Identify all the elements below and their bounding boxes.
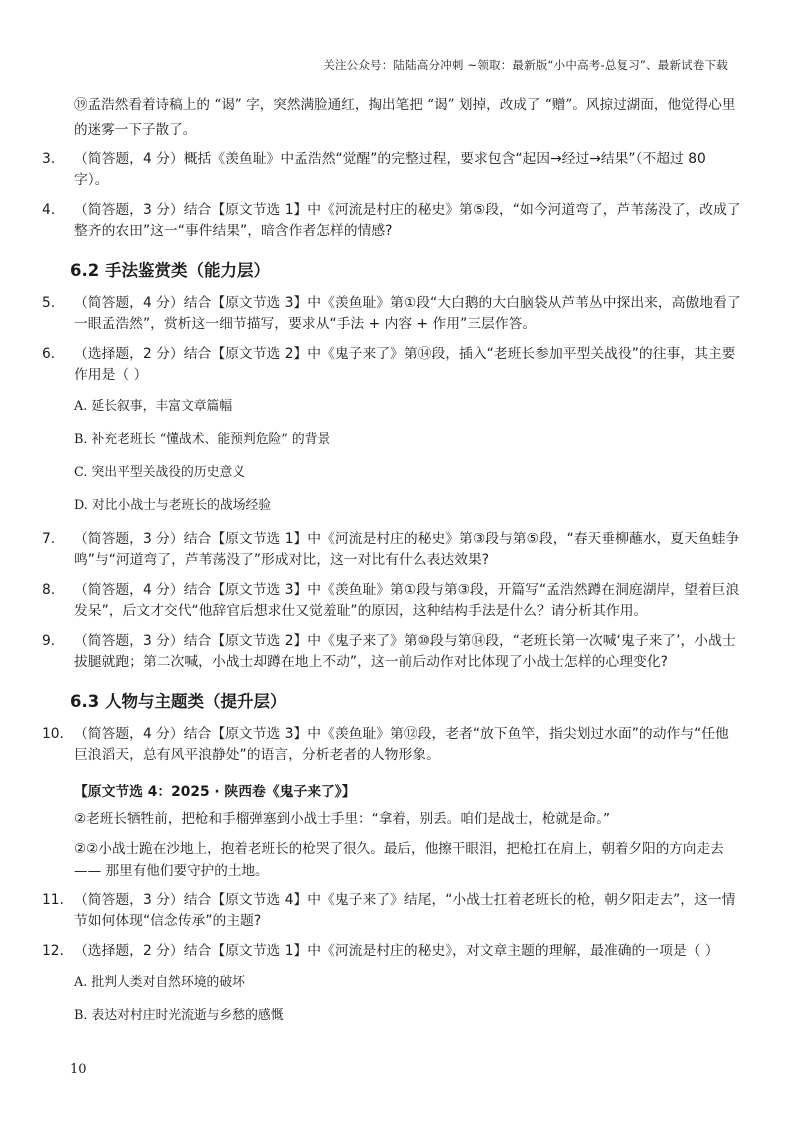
- question-6: [42, 344, 742, 386]
- question-number: 7.: [42, 531, 56, 547]
- option-d: D. 对比小战士与老班长的战场经验: [74, 498, 272, 513]
- option-c: C. 突出平型关战役的历史意义: [74, 465, 246, 480]
- question-number: 11.: [42, 892, 64, 908]
- excerpt-4-paragraph-2: ②②小战士跪在沙地上，抱着老班长的枪哭了很久。最后，他擦干眼泪，把枪扛在肩上，朝着夕阳的方向走去 —— 那里有他们要守护的土地。: [74, 841, 724, 879]
- page-number: 10: [70, 1062, 87, 1077]
- question-9: [42, 631, 742, 673]
- option-a: A. 批判人类对自然环境的破坏: [74, 975, 245, 990]
- question-11: [42, 890, 742, 932]
- section-heading-6-3: 6.3 人物与主题类（提升层）: [70, 692, 287, 711]
- question-text: （简答题，3 分）结合【原文节选 1】中《河流是村庄的秘史》第③段与第⑤段，“春天垂柳蘸水，夏天鱼蛙争鸣”与“河道弯了，芦苇荡没了”形成对比，这一对比有什么表达效果?: [74, 531, 740, 568]
- question-number: 8.: [42, 582, 56, 598]
- question-number: 9.: [42, 633, 56, 649]
- question-number: 4.: [42, 202, 56, 218]
- question-4: [42, 200, 742, 242]
- question-6-options: [42, 395, 742, 517]
- question-8: [42, 580, 742, 622]
- question-text: （选择题，2 分）结合【原文节选 2】中《鬼子来了》第⑭段，插入“老班长参加平型关战役”的往事，其主要作用是（ ）: [74, 346, 736, 383]
- question-7: [42, 529, 742, 571]
- question-text: （简答题，3 分）结合【原文节选 4】中《鬼子来了》结尾，“小战士扛着老班长的枪，朝夕阳走去”，这一情节如何体现“信念传承”的主题?: [74, 892, 736, 929]
- question-10: [42, 724, 742, 766]
- page-content: [42, 93, 742, 1039]
- question-3: [42, 149, 742, 191]
- option-b: B. 补充老班长 “懂战术、能预判危险” 的背景: [74, 432, 331, 447]
- question-12: [42, 941, 742, 962]
- excerpt-4-paragraph-1: ②老班长牺牲前，把枪和手榴弹塞到小战士手里：“拿着，别丢。咱们是战士，枪就是命。”: [74, 811, 611, 827]
- option-a: A. 延长叙事，丰富文章篇幅: [74, 399, 233, 414]
- page-header: 关注公众号：陆陆高分冲刺 ~领取：最新版“小中高考-总复习”、最新试卷下载: [323, 58, 728, 72]
- question-number: 3.: [42, 151, 56, 167]
- question-12-options: [42, 971, 742, 1027]
- question-number: 12.: [42, 943, 64, 959]
- question-number: 6.: [42, 346, 56, 362]
- question-text: （简答题，4 分）结合【原文节选 3】中《羡鱼耻》第⑫段，老者“放下鱼竿，指尖划过水面”的动作与“任他巨浪滔天，总有风平浪静处”的语言，分析老者的人物形象。: [74, 726, 729, 763]
- question-number: 10.: [42, 726, 64, 742]
- question-text: （简答题，3 分）结合【原文节选 1】中《河流是村庄的秘史》第⑤段，“如今河道弯了，芦苇荡没了，改成了整齐的农田”这一“事件结果”，暗含作者怎样的情感?: [74, 202, 741, 239]
- excerpt-fragment: ⑲孟浩然看着诗稿上的 “谒” 字，突然满脸通红，掏出笔把 “谒” 划掉，改成了 “赠”。风掠过湖面，他觉得心里的迷雾一下子散了。: [74, 97, 736, 138]
- question-text: （简答题，3 分）结合【原文节选 2】中《鬼子来了》第⑩段与第⑭段，“老班长第一次喊‘鬼子来了’，小战士拔腿就跑；第二次喊，小战士却蹲在地上不动”，这一前后动作对比体现了小战士怎样的心理变化?: [74, 633, 736, 670]
- excerpt-4-title: 【原文节选 4：2025 · 陕西卷《鬼子来了》】: [74, 784, 356, 800]
- question-text: （选择题，2 分）结合【原文节选 1】中《河流是村庄的秘史》，对文章主题的理解，最准确的一项是（ ）: [74, 943, 719, 959]
- question-text: （简答题，4 分）结合【原文节选 3】中《羡鱼耻》第①段与第③段，开篇写“孟浩然蹲在洞庭湖岸，望着巨浪发呆”，后文才交代“他辞官后想求仕又觉羞耻”的原因，这种结构手法是什么？请分析其作用。: [74, 582, 740, 619]
- question-text: （简答题，4 分）结合【原文节选 3】中《羡鱼耻》第①段“大白鹅的大白脑袋从芦苇丛中探出来，高傲地看了一眼孟浩然”，赏析这一细节描写，要求从“手法 + 内容 + 作用”三层作答。: [74, 295, 741, 332]
- question-text: （简答题，4 分）概括《羡鱼耻》中孟浩然“觉醒”的完整过程，要求包含“起因→经过→结果”（不超过 80 字）。: [74, 151, 706, 188]
- option-b: B. 表达对村庄时光流逝与乡愁的感慨: [74, 1008, 284, 1023]
- question-5: [42, 293, 742, 335]
- section-heading-6-2: 6.2 手法鉴赏类（能力层）: [70, 261, 270, 280]
- question-number: 5.: [42, 295, 56, 311]
